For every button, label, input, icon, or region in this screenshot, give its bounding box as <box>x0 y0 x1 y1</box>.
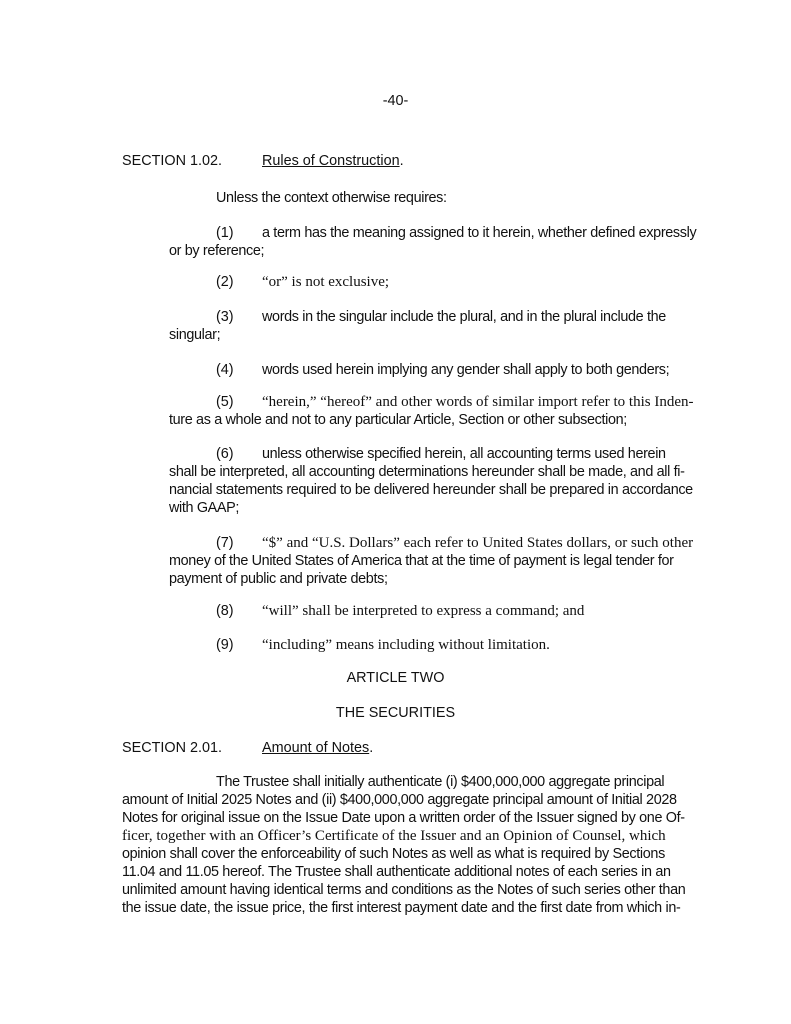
section-2-01-number: SECTION 2.01. <box>122 740 222 756</box>
section-1-02-number: SECTION 1.02. <box>122 153 222 169</box>
item-1-number: (1) <box>216 225 234 241</box>
item-2-text: “or” is not exclusive; <box>262 274 390 290</box>
item-6-text-cont-2: nancial statements required to be delivered hereunder shall be prepared in accordance <box>169 482 693 498</box>
section-2-01-line-5: opinion shall cover the enforceability of such Notes as well as what is required by Sections <box>122 846 665 862</box>
section-2-01-title-wrap <box>262 740 373 756</box>
item-5-text-cont: ture as a whole and not to any particular Article, Section or other subsection; <box>169 412 627 428</box>
section-2-01-line-2: amount of Initial 2025 Notes and (ii) $400,000,000 aggregate principal amount of Initial 2028 <box>122 792 677 808</box>
section-2-01-line-4: ficer, together with an Officer’s Certificate of the Issuer and an Opinion of Counsel, which <box>122 828 666 844</box>
section-2-01-line-8: the issue date, the issue price, the first interest payment date and the first date from which in- <box>122 900 681 916</box>
item-3-text-cont: singular; <box>169 327 221 343</box>
item-3-number: (3) <box>216 309 234 325</box>
item-3-text: words in the singular include the plural, and in the plural include the <box>262 309 666 325</box>
item-6-text: unless otherwise specified herein, all accounting terms used herein <box>262 446 666 462</box>
section-1-02-title-period: . <box>399 153 404 169</box>
item-1-text-cont: or by reference; <box>169 243 265 259</box>
page-number: -40- <box>382 93 409 109</box>
section-1-02-intro: Unless the context otherwise requires: <box>216 190 447 206</box>
item-2-number: (2) <box>216 274 234 290</box>
item-6-text-cont-1: shall be interpreted, all accounting determinations hereunder shall be made, and all fi- <box>169 464 685 480</box>
item-4-number: (4) <box>216 362 234 378</box>
section-1-02-title-wrap <box>262 153 404 169</box>
section-2-01-title: Amount of Notes <box>262 740 370 756</box>
article-subheading: THE SECURITIES <box>335 705 456 721</box>
item-5-number: (5) <box>216 394 234 410</box>
section-2-01-line-3: Notes for original issue on the Issue Date upon a written order of the Issuer signed by one Of- <box>122 810 685 826</box>
section-2-01-title-period: . <box>369 740 374 756</box>
item-8-number: (8) <box>216 603 234 619</box>
article-heading: ARTICLE TWO <box>346 670 445 686</box>
section-2-01-line-6: 11.04 and 11.05 hereof. The Trustee shall authenticate additional notes of each series in an <box>122 864 671 880</box>
section-1-02-title: Rules of Construction <box>262 153 400 169</box>
item-6-number: (6) <box>216 446 234 462</box>
item-5-text: “herein,” “hereof” and other words of similar import refer to this Inden- <box>262 394 694 410</box>
item-7-text: “$” and “U.S. Dollars” each refer to United States dollars, or such other <box>262 535 694 551</box>
item-9-number: (9) <box>216 637 234 653</box>
item-6-text-cont-3: with GAAP; <box>169 500 240 516</box>
item-8-text: “will” shall be interpreted to express a command; and <box>262 603 585 619</box>
section-2-01-line-7: unlimited amount having identical terms and conditions as the Notes of such series other than <box>122 882 686 898</box>
section-2-01-line-1: The Trustee shall initially authenticate (i) $400,000,000 aggregate principal <box>216 774 665 790</box>
item-7-text-cont-2: payment of public and private debts; <box>169 571 388 587</box>
item-7-text-cont-1: money of the United States of America that at the time of payment is legal tender for <box>169 553 674 569</box>
item-1-text: a term has the meaning assigned to it herein, whether defined expressly <box>262 225 697 241</box>
item-7-number: (7) <box>216 535 234 551</box>
item-9-text: “including” means including without limitation. <box>262 637 550 653</box>
item-4-text: words used herein implying any gender shall apply to both genders; <box>262 362 670 378</box>
